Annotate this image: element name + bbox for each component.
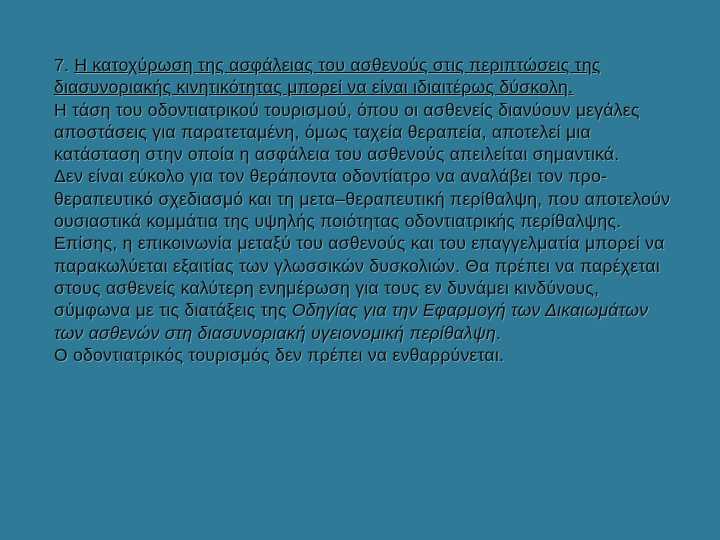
paragraph-lead: Δεν είναι εύκολο για τον θεράποντα οδοντίατρο να αναλάβει τον προ-θεραπευτικό σχεδιασμό και τη μετα–θεραπευτική περίθαλψη, που αποτελούν ουσιαστικά κομμάτια της υψηλής ποιότητας οδοντιατρικής περίθαλψης. Επίσης, η επικοινωνία μεταξύ του ασθενούς και του επαγγελματία μπορεί να παρακωλύεται εξαιτίας των γλωσσικών δυσκολιών. Θα πρέπει να παρέχεται στους ασθενείς καλύτερη ενημέρωση για τους εν δυνάμει κινδύνους, σύμφωνα με τις διατάξεις της [54, 166, 671, 321]
directive-title: Οδηγίας για την Εφαρμογή των Δικαιωμάτων των ασθενών στη διασυνοριακή υγειονομική περίθαλψη [54, 300, 649, 343]
slide-body [54, 54, 674, 366]
slide-heading [54, 54, 674, 99]
heading-text: Η κατοχύρωση της ασφάλειας του ασθενούς στις περιπτώσεις της διασυνοριακής κινητικότητας μπορεί να είναι ιδιαιτέρως δύσκολη. [54, 55, 601, 98]
paragraph-treatment-planning [54, 165, 674, 343]
heading-number: 7. [54, 55, 75, 75]
paragraph-conclusion: Ο οδοντιατρικός τουρισμός δεν πρέπει να ενθαρρύνεται. [54, 344, 505, 365]
paragraph-dental-tourism: Η τάση του οδοντιατρικού τουρισμού, όπου οι ασθενείς διανύουν μεγάλες αποστάσεις για παρατεταμένη, όμως ταχεία θεραπεία, αποτελεί μια κατάσταση στην οποία η ασφάλεια του ασθενούς απειλείται σημαντικά. [54, 99, 640, 165]
paragraph-end: . [496, 322, 502, 343]
